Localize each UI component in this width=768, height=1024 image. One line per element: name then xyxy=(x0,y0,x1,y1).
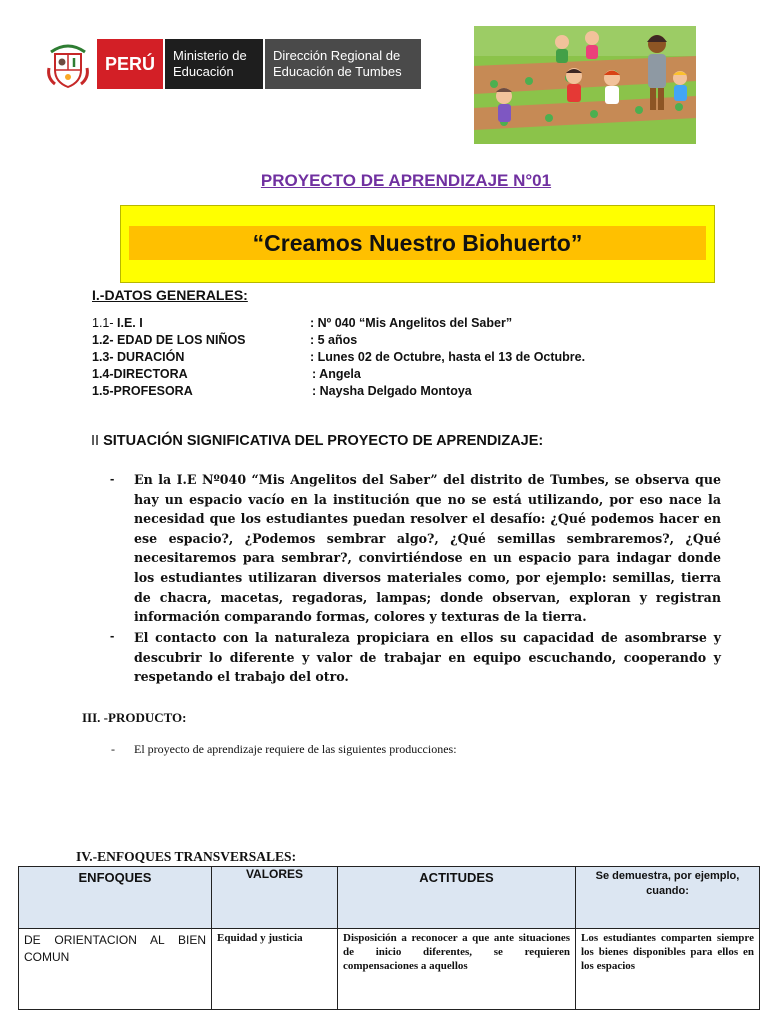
data-row-label: 1.5-PROFESORA xyxy=(92,384,193,398)
section-transversal-approaches-title: IV.-ENFOQUES TRANSVERSALES: xyxy=(76,849,297,864)
data-row-value: : Lunes 02 de Octubre, hasta el 13 de Octubre. xyxy=(310,350,586,364)
section-product-title: III. -PRODUCTO: xyxy=(82,710,187,725)
table-header-row xyxy=(19,867,760,929)
bullet-dash: - xyxy=(110,628,115,643)
data-row-label: 1.2- EDAD DE LOS NIÑOS xyxy=(92,333,246,347)
table-cell: Disposición a reconocer a que ante situaciones de inicio diferentes, se requieren compensaciones a aquellos xyxy=(338,929,576,1010)
table-cell: Los estudiantes comparten siempre los bienes disponibles para ellos en los espacios xyxy=(576,929,760,1010)
data-row-value: : Naysha Delgado Montoya xyxy=(312,384,472,398)
approaches-table xyxy=(18,866,760,1010)
table-cell: DE ORIENTACION AL BIEN COMUN xyxy=(19,929,212,1010)
data-row-value: : 5 años xyxy=(310,333,358,347)
data-row-value: : Nº 040 “Mis Angelitos del Saber” xyxy=(310,316,513,330)
bullet-dash: - xyxy=(110,471,115,486)
project-name: “Creamos Nuestro Biohuerto” xyxy=(129,226,706,260)
data-row-label: 1.1- I.E. I xyxy=(92,316,143,330)
ministry-logo: Ministerio de Educación xyxy=(165,39,263,89)
regional-directorate-logo: Dirección Regional de Educación de Tumbes xyxy=(265,39,421,89)
children-garden-illustration xyxy=(474,26,696,144)
bullet-dash: - xyxy=(111,742,115,756)
project-title: PROYECTO DE APRENDIZAJE N°01 xyxy=(260,171,552,190)
situation-paragraph: El contacto con la naturaleza propiciara en ellos su capacidad de asombrarse y descubrir lo diferente y valor de trabajar en equipo escuchando, cooperando y respetando el trabajo del otro. xyxy=(134,630,721,685)
table-row xyxy=(19,929,760,1010)
table-cell: Equidad y justicia xyxy=(212,929,338,1010)
data-row-value: : Angela xyxy=(312,367,361,381)
situation-paragraph: En la I.E Nº040 “Mis Angelitos del Saber” del distrito de Tumbes, se observa que hay un espacio vacío en la institución que no se está utilizando, por eso nace la necesidad que los estudiantes puedan resolver el desafío: ¿Qué podemos hacer en ese espacio?, ¿Podemos sembrar algo?, ¿Qué semillas sembraremos?, ¿Qué necesitaremos para sembrar?, convirtiéndose en un espacio para indagar donde los estudiantes utilizaran diversos materiales como, por ejemplo: semillas, tierra de chacra, macetas, regadoras, lampas; donde observan, exploran y registran información comparando formas, colores y texturas de la tierra. xyxy=(134,472,721,625)
column-header: VALORES xyxy=(212,867,338,929)
section-general-data-title: I.-DATOS GENERALES: xyxy=(92,287,248,303)
column-header: Se demuestra, por ejemplo, cuando: xyxy=(576,867,760,929)
column-header: ACTITUDES xyxy=(338,867,576,929)
data-row-label: 1.4-DIRECTORA xyxy=(92,367,188,381)
peru-coat-of-arms-icon xyxy=(45,38,91,90)
column-header: ENFOQUES xyxy=(19,867,212,929)
peru-brand-box: PERÚ xyxy=(97,39,163,89)
product-text: El proyecto de aprendizaje requiere de las siguientes producciones: xyxy=(134,742,457,756)
section-significant-situation-title: II SITUACIÓN SIGNIFICATIVA DEL PROYECTO DE APRENDIZAJE: xyxy=(91,433,544,449)
data-row-label: 1.3- DURACIÓN xyxy=(92,350,185,364)
